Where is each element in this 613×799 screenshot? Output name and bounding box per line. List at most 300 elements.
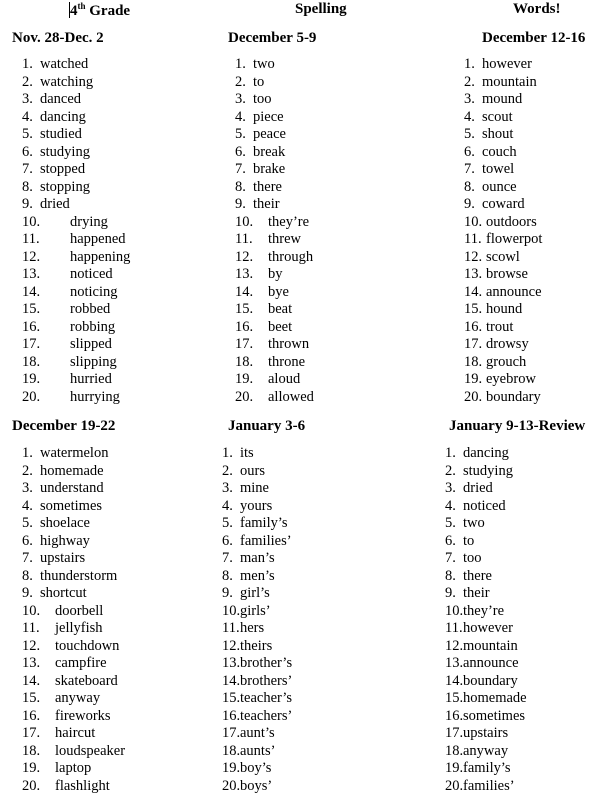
spelling-word: ours [240, 462, 265, 479]
item-number: 18. [464, 353, 483, 370]
item-number: 4. [222, 497, 233, 514]
spelling-word: its [240, 445, 254, 461]
word-list-item [235, 91, 314, 109]
spelling-word: announce [486, 283, 542, 300]
word-list-item [445, 620, 527, 638]
word-list-item [22, 266, 130, 284]
spelling-word: grouch [486, 353, 527, 370]
spelling-word: watermelon [40, 445, 109, 461]
word-list-item [22, 109, 130, 127]
item-number: 1. [464, 56, 475, 72]
word-list-item [445, 445, 527, 463]
spelling-word: couch [482, 143, 517, 160]
word-list-item [235, 144, 314, 162]
spelling-word: flashlight [55, 777, 110, 794]
item-number: 13. [464, 266, 483, 282]
word-list-item [22, 161, 130, 179]
spelling-word: boundary [463, 672, 518, 689]
week-title: January 3-6 [228, 418, 306, 434]
item-number: 7. [445, 550, 456, 566]
item-number: 19. [22, 371, 41, 387]
word-list-item [235, 266, 314, 284]
item-number: 12. [22, 248, 41, 265]
word-list-item [445, 463, 527, 481]
spelling-word: dancing [463, 445, 509, 461]
spelling-word: brake [253, 161, 286, 177]
spelling-word: homemade [463, 690, 527, 706]
spelling-word: robbing [70, 318, 116, 335]
item-number: 17. [22, 336, 41, 352]
word-list-item [235, 336, 314, 354]
word-list-item [222, 690, 292, 708]
item-number: 12. [464, 248, 483, 265]
spelling-word: watched [40, 56, 89, 72]
word-list [22, 56, 130, 406]
item-number: 18. [22, 353, 41, 370]
item-number: 20. [22, 777, 41, 794]
word-list-item [235, 319, 314, 337]
item-number: 10. [464, 213, 483, 230]
item-number: 16. [464, 318, 483, 335]
item-number: 10. [235, 213, 254, 230]
spelling-word: girl’s [240, 585, 270, 601]
spelling-word: theirs [240, 637, 273, 654]
week-title: December 5-9 [228, 30, 317, 46]
item-number: 5. [235, 126, 246, 142]
spelling-word: families’ [240, 532, 292, 549]
spelling-word: two [253, 56, 275, 72]
word-list-item [464, 161, 542, 179]
word-list-item [222, 498, 292, 516]
item-number: 8. [22, 567, 33, 584]
item-number: 16. [22, 318, 41, 335]
item-number: 20. [445, 777, 464, 794]
item-number: 14. [22, 672, 41, 689]
spelling-word: jellyfish [55, 620, 103, 636]
spelling-word: thunderstorm [40, 567, 118, 584]
word-list-item [22, 533, 125, 551]
word-list-item [222, 743, 292, 761]
word-list-item [445, 533, 527, 551]
spelling-word: towel [482, 161, 515, 177]
item-number: 3. [22, 91, 33, 107]
spelling-word: piece [253, 108, 284, 125]
item-number: 4. [445, 497, 456, 514]
spelling-word: homemade [40, 462, 104, 479]
week-section [449, 418, 613, 435]
spelling-word: they’re [268, 213, 310, 230]
item-number: 10. [222, 602, 241, 619]
spelling-word: eyebrow [486, 371, 536, 387]
word-list-item [464, 266, 542, 284]
item-number: 9. [445, 585, 456, 601]
spelling-word: break [253, 143, 286, 160]
word-list-item [445, 603, 527, 621]
spelling-word: girls’ [240, 602, 271, 619]
word-list-item [22, 196, 130, 214]
word-list-item [445, 690, 527, 708]
word-list-item [22, 673, 125, 691]
item-number: 17. [464, 336, 483, 352]
word-list-item [222, 673, 292, 691]
word-list-item [464, 231, 542, 249]
word-list-item [235, 126, 314, 144]
word-list-item [22, 550, 125, 568]
item-number: 5. [22, 515, 33, 531]
spelling-word: boy’s [240, 760, 272, 776]
item-number: 5. [445, 515, 456, 531]
item-number: 11. [445, 620, 463, 636]
spelling-word: boys’ [240, 777, 273, 794]
word-list-item [22, 725, 125, 743]
item-number: 4. [22, 108, 33, 125]
word-list-item [222, 445, 292, 463]
word-list-item [22, 126, 130, 144]
word-list-item [464, 126, 542, 144]
word-list-item [22, 214, 130, 232]
item-number: 6. [222, 532, 233, 549]
spelling-word: mine [240, 480, 269, 496]
item-number: 19. [445, 760, 464, 776]
word-list-item [222, 480, 292, 498]
item-number: 8. [22, 178, 33, 195]
item-number: 1. [235, 56, 246, 72]
word-list-item [222, 585, 292, 603]
spelling-word: beat [268, 301, 293, 317]
spelling-word: danced [40, 91, 82, 107]
spelling-word: happening [70, 248, 131, 265]
spelling-word: teacher’s [240, 690, 293, 706]
word-list-item [22, 354, 130, 372]
item-number: 17. [222, 725, 241, 741]
item-number: 19. [464, 371, 483, 387]
item-number: 14. [22, 283, 41, 300]
spelling-word: laptop [55, 760, 92, 776]
word-list-item [222, 533, 292, 551]
item-number: 13. [22, 266, 41, 282]
item-number: 6. [445, 532, 456, 549]
item-number: 8. [464, 178, 475, 195]
spelling-word: coward [482, 196, 525, 212]
word-list-item [235, 179, 314, 197]
spelling-word: threw [268, 231, 302, 247]
item-number: 20. [222, 777, 241, 794]
item-number: 8. [222, 567, 233, 584]
item-number: 18. [445, 742, 464, 759]
word-list-item [445, 585, 527, 603]
word-list-item [464, 56, 542, 74]
item-number: 19. [235, 371, 254, 387]
spelling-word: happened [70, 231, 126, 247]
spelling-word: aunts’ [240, 742, 276, 759]
item-number: 13. [222, 655, 241, 671]
item-number: 5. [22, 126, 33, 142]
item-number: 11. [464, 231, 482, 247]
item-number: 16. [235, 318, 254, 335]
item-number: 7. [464, 161, 475, 177]
word-list-item [22, 498, 125, 516]
spelling-word: haircut [55, 725, 96, 741]
item-number: 18. [235, 353, 254, 370]
word-list-item [22, 336, 130, 354]
grade-label: Grade [89, 3, 131, 19]
spelling-word: family’s [240, 515, 288, 531]
item-number: 15. [445, 690, 464, 706]
spelling-word: stopped [40, 161, 86, 177]
item-number: 14. [445, 672, 464, 689]
spelling-word: by [268, 266, 283, 282]
words-heading: Words! [513, 1, 561, 17]
grade-heading [70, 1, 130, 20]
spelling-word: teachers’ [240, 707, 293, 724]
spelling-word: hurried [70, 371, 112, 387]
item-number: 12. [222, 637, 241, 654]
item-number: 2. [445, 462, 456, 479]
spelling-word: hers [240, 620, 265, 636]
spelling-word: mound [482, 91, 523, 107]
word-list-item [222, 568, 292, 586]
word-list-item [22, 56, 130, 74]
word-list-item [464, 301, 542, 319]
word-list-item [235, 214, 314, 232]
item-number: 2. [22, 462, 33, 479]
spelling-word: dried [463, 480, 493, 496]
word-list-item [22, 91, 130, 109]
word-list-item [445, 708, 527, 726]
spelling-word: they’re [463, 602, 505, 619]
spelling-word: sometimes [40, 497, 103, 514]
word-list-item [235, 161, 314, 179]
spelling-word: studied [40, 126, 82, 142]
word-list-item [222, 620, 292, 638]
spelling-word: man’s [240, 550, 275, 566]
item-number: 1. [22, 445, 33, 461]
item-number: 1. [22, 56, 33, 72]
item-number: 20. [464, 388, 483, 405]
spelling-word: anyway [55, 690, 101, 706]
word-list-item [445, 673, 527, 691]
spelling-word: beet [268, 318, 293, 335]
spelling-word: throne [268, 353, 306, 370]
item-number: 11. [235, 231, 253, 247]
spelling-word: bye [268, 283, 289, 300]
word-list-item [222, 778, 292, 796]
word-list-item [464, 91, 542, 109]
word-list-item [235, 354, 314, 372]
word-list-item [235, 56, 314, 74]
spelling-word: browse [486, 266, 528, 282]
item-number: 12. [445, 637, 464, 654]
word-list-item [22, 445, 125, 463]
spelling-word: shout [482, 126, 514, 142]
spelling-word: however [482, 56, 532, 72]
spelling-word: boundary [486, 388, 541, 405]
word-list-item [22, 249, 130, 267]
word-list-item [222, 463, 292, 481]
week-section [12, 418, 212, 435]
word-list-item [235, 371, 314, 389]
spelling-word: watching [40, 73, 94, 90]
item-number: 9. [464, 196, 475, 212]
word-list-item [22, 760, 125, 778]
week-title: December 12-16 [482, 30, 586, 46]
spelling-word: aloud [268, 371, 301, 387]
spelling-word: thrown [268, 336, 310, 352]
item-number: 13. [445, 655, 464, 671]
item-number: 2. [464, 73, 475, 90]
word-list-item [464, 284, 542, 302]
item-number: 6. [464, 143, 475, 160]
grade-number: 4 [70, 3, 78, 19]
item-number: 9. [22, 585, 33, 601]
item-number: 14. [464, 283, 483, 300]
item-number: 8. [235, 178, 246, 195]
word-list-item [22, 603, 125, 621]
spelling-word: hound [486, 301, 523, 317]
word-list-item [464, 179, 542, 197]
word-list-item [235, 196, 314, 214]
spelling-word: upstairs [463, 725, 509, 741]
word-list-item [464, 214, 542, 232]
spelling-word: campfire [55, 655, 107, 671]
spelling-word: upstairs [40, 550, 86, 566]
word-list-item [464, 336, 542, 354]
spelling-word: sometimes [463, 707, 526, 724]
spelling-word: peace [253, 126, 286, 142]
spelling-word: outdoors [486, 213, 537, 230]
word-list-item [235, 74, 314, 92]
word-list-item [222, 515, 292, 533]
item-number: 19. [22, 760, 41, 776]
spelling-heading: Spelling [295, 1, 347, 17]
week-section [228, 418, 428, 435]
spelling-word: hurrying [70, 388, 120, 405]
spelling-word: through [268, 248, 314, 265]
word-list-item [445, 480, 527, 498]
word-list-item [22, 371, 130, 389]
word-list-item [464, 389, 542, 407]
word-list-item [464, 249, 542, 267]
item-number: 11. [222, 620, 240, 636]
item-number: 4. [22, 497, 33, 514]
spelling-word: noticed [70, 266, 113, 282]
word-list-item [222, 708, 292, 726]
word-list [445, 445, 527, 795]
item-number: 15. [22, 690, 41, 706]
item-number: 19. [222, 760, 241, 776]
word-list-item [464, 196, 542, 214]
spelling-word: their [463, 585, 490, 601]
word-list-item [235, 249, 314, 267]
spelling-word: drying [70, 213, 108, 230]
word-list-item [464, 74, 542, 92]
word-list-item [22, 74, 130, 92]
item-number: 2. [22, 73, 33, 90]
week-section [12, 30, 212, 47]
spelling-word: mountain [463, 637, 518, 654]
word-list-item [222, 760, 292, 778]
item-number: 4. [464, 108, 475, 125]
spelling-word: too [253, 91, 272, 107]
item-number: 11. [22, 620, 40, 636]
word-list-item [445, 778, 527, 796]
word-list-item [22, 743, 125, 761]
item-number: 5. [222, 515, 233, 531]
word-list-item [445, 760, 527, 778]
spelling-word: yours [240, 497, 273, 514]
word-list-item [22, 620, 125, 638]
item-number: 10. [445, 602, 464, 619]
item-number: 20. [235, 388, 254, 405]
word-list-item [22, 655, 125, 673]
spelling-word: touchdown [55, 637, 120, 654]
word-list-item [222, 550, 292, 568]
item-number: 13. [235, 266, 254, 282]
spelling-word: their [253, 196, 280, 212]
item-number: 5. [464, 126, 475, 142]
spelling-word: mountain [482, 73, 537, 90]
item-number: 14. [235, 283, 254, 300]
item-number: 7. [22, 550, 33, 566]
item-number: 7. [22, 161, 33, 177]
word-list-item [22, 708, 125, 726]
word-list-item [22, 515, 125, 533]
spelling-word: understand [40, 480, 104, 496]
word-list-item [22, 463, 125, 481]
word-list-item [22, 144, 130, 162]
item-number: 1. [222, 445, 233, 461]
spelling-word: family’s [463, 760, 511, 776]
word-list [464, 56, 542, 406]
word-list-item [235, 301, 314, 319]
item-number: 6. [235, 143, 246, 160]
spelling-word: to [253, 73, 265, 90]
word-list-item [445, 498, 527, 516]
spelling-word: too [463, 550, 482, 566]
item-number: 20. [22, 388, 41, 405]
week-section [482, 30, 613, 47]
week-section [228, 30, 428, 47]
word-list-item [22, 778, 125, 796]
spelling-word: to [463, 532, 475, 549]
spelling-word: scowl [486, 248, 520, 265]
word-list-item [235, 284, 314, 302]
spelling-word: shoelace [40, 515, 90, 531]
item-number: 11. [22, 231, 40, 247]
spelling-word: robbed [70, 301, 111, 317]
word-list-item [22, 638, 125, 656]
word-list-item [445, 550, 527, 568]
word-list-item [464, 371, 542, 389]
item-number: 15. [222, 690, 241, 706]
word-list-item [464, 144, 542, 162]
spelling-word: drowsy [486, 336, 529, 352]
spelling-word: skateboard [55, 672, 118, 689]
week-title: January 9-13-Review [449, 418, 586, 434]
spelling-word: slipping [70, 353, 117, 370]
item-number: 3. [445, 480, 456, 496]
spelling-word: men’s [240, 567, 275, 584]
item-number: 10. [22, 213, 41, 230]
spelling-word: doorbell [55, 602, 104, 619]
spelling-word: anyway [463, 742, 509, 759]
word-list-item [445, 638, 527, 656]
item-number: 1. [445, 445, 456, 461]
spelling-word: brothers’ [240, 672, 293, 689]
word-list-item [222, 603, 292, 621]
item-number: 17. [445, 725, 464, 741]
word-list-item [235, 389, 314, 407]
